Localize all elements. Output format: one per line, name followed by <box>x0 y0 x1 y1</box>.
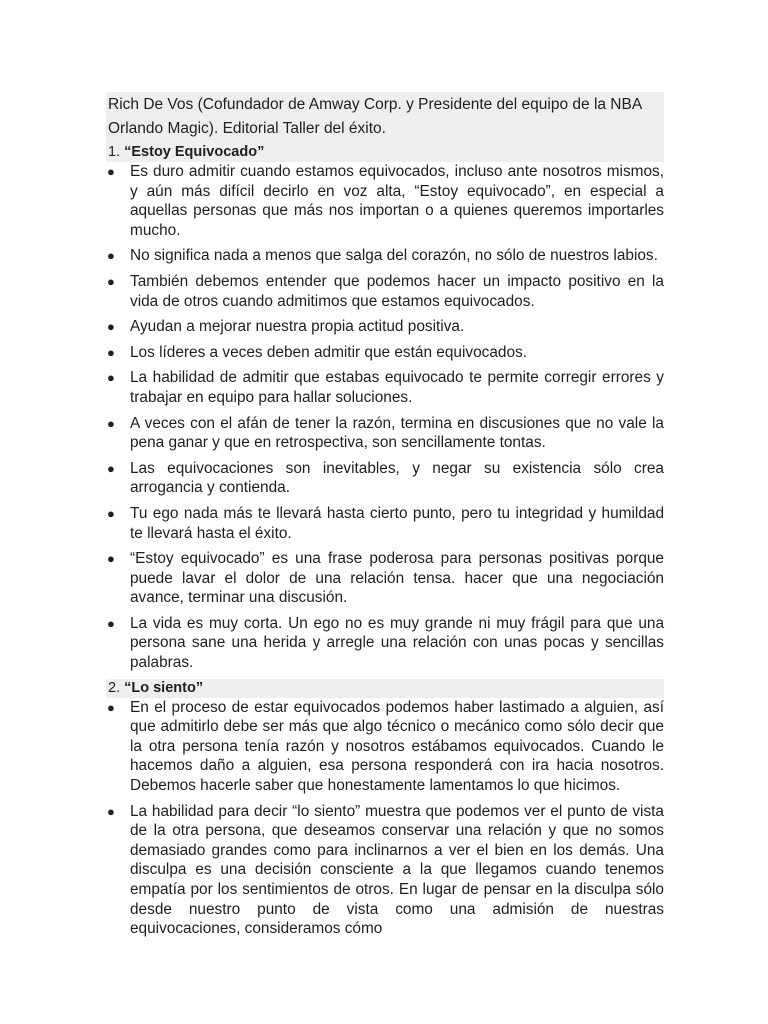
bullet-icon: ● <box>107 415 115 431</box>
bullet-icon: ● <box>107 248 115 264</box>
bullet-icon: ● <box>107 460 115 476</box>
section-number: 1. <box>108 144 121 160</box>
bullet-icon: ● <box>107 803 115 819</box>
bullet-icon: ● <box>107 370 115 386</box>
list-item-text: Los líderes a veces deben admitir que están equivocados. <box>130 343 527 361</box>
section-heading <box>106 143 664 162</box>
list-item <box>106 162 664 240</box>
list-item <box>106 272 664 311</box>
list-item <box>106 504 664 543</box>
section-estoy-equivocado <box>106 143 664 673</box>
list-item <box>106 246 664 266</box>
list-item-text: Tu ego nada más te llevará hasta cierto punto, pero tu integridad y humildad te llevará hasta el éxito. <box>130 504 664 542</box>
list-item-text: Las equivocaciones son inevitables, y negar su existencia sólo crea arrogancia y contienda. <box>130 459 664 497</box>
list-item <box>106 549 664 608</box>
bullet-icon: ● <box>107 615 115 631</box>
document-page <box>106 92 664 945</box>
list-item-text: La habilidad para decir “lo siento” muestra que podemos ver el punto de vista de la otra persona, que deseamos conservar una relación y que no somos demasiado grandes como para inclinarnos a ver el bien en los demás. Una disculpa es una decisión consciente a la que llegamos cuando tenemos empatía por los sentimientos de otros. En lugar de pensar en la disculpa sólo desde nuestro punto de vista como una admisión de nuestras equivocaciones, consideramos cómo <box>130 802 664 938</box>
intro-paragraph: Rich De Vos (Cofundador de Amway Corp. y Presidente del equipo de la NBA Orlando Magic). Editorial Taller del éxito. <box>106 92 664 143</box>
section-title: “Lo siento” <box>124 679 204 696</box>
list-item-text: “Estoy equivocado” es una frase poderosa para personas positivas porque puede lavar el dolor de una relación tensa. hacer que una negociación avance, terminar una discusión. <box>130 550 664 607</box>
bullet-icon: ● <box>107 164 115 179</box>
list-item-text: Es duro admitir cuando estamos equivocados, incluso ante nosotros mismos, y aún más difícil decirlo en voz alta, “Estoy equivocado”, en especial a aquellas personas que más nos importan o a quienes queremos importarles mucho. <box>130 163 664 239</box>
section-number: 2. <box>108 679 121 696</box>
bullet-list <box>106 698 664 939</box>
bullet-icon: ● <box>107 699 115 715</box>
list-item-text: La habilidad de admitir que estabas equivocado te permite corregir errores y trabajar en equipo para hallar soluciones. <box>130 369 664 406</box>
section-heading <box>106 679 664 698</box>
list-item <box>106 698 664 796</box>
list-item-text: No significa nada a menos que salga del corazón, no sólo de nuestros labios. <box>130 247 658 265</box>
list-item-text: La vida es muy corta. Un ego no es muy grande ni muy frágil para que una persona sane una herida y arregle una relación con unas pocas y sencillas palabras. <box>130 614 664 672</box>
list-item <box>106 802 664 939</box>
bullet-icon: ● <box>107 344 115 360</box>
list-item <box>106 317 664 337</box>
list-item-text: También debemos entender que podemos hacer un impacto positivo en la vida de otros cuando admitimos que estamos equivocados. <box>130 272 664 310</box>
list-item <box>106 614 664 673</box>
bullet-list <box>106 162 664 673</box>
bullet-icon: ● <box>107 273 115 289</box>
list-item-text: Ayudan a mejorar nuestra propia actitud positiva. <box>130 318 465 336</box>
list-item <box>106 414 664 453</box>
section-title: “Estoy Equivocado” <box>124 144 265 160</box>
list-item-text: A veces con el afán de tener la razón, termina en discusiones que no vale la pena ganar y que en retrospectiva, son sencillamente tontas. <box>130 414 664 452</box>
bullet-icon: ● <box>107 319 115 335</box>
section-lo-siento <box>106 679 664 939</box>
list-item-text: En el proceso de estar equivocados podemos haber lastimado a alguien, así que admitirlo debe ser más que algo técnico o mecánico como sólo decir que la otra persona tenía razón y nosotros estábamos equivocados. Cuando le hacemos daño a alguien, esa persona responderá con ira hacia nosotros. Debemos hacerle saber que honestamente lamentamos lo que hicimos. <box>130 698 664 795</box>
bullet-icon: ● <box>107 505 115 521</box>
list-item <box>106 343 664 363</box>
list-item <box>106 368 664 407</box>
bullet-icon: ● <box>107 551 115 567</box>
list-item <box>106 459 664 498</box>
